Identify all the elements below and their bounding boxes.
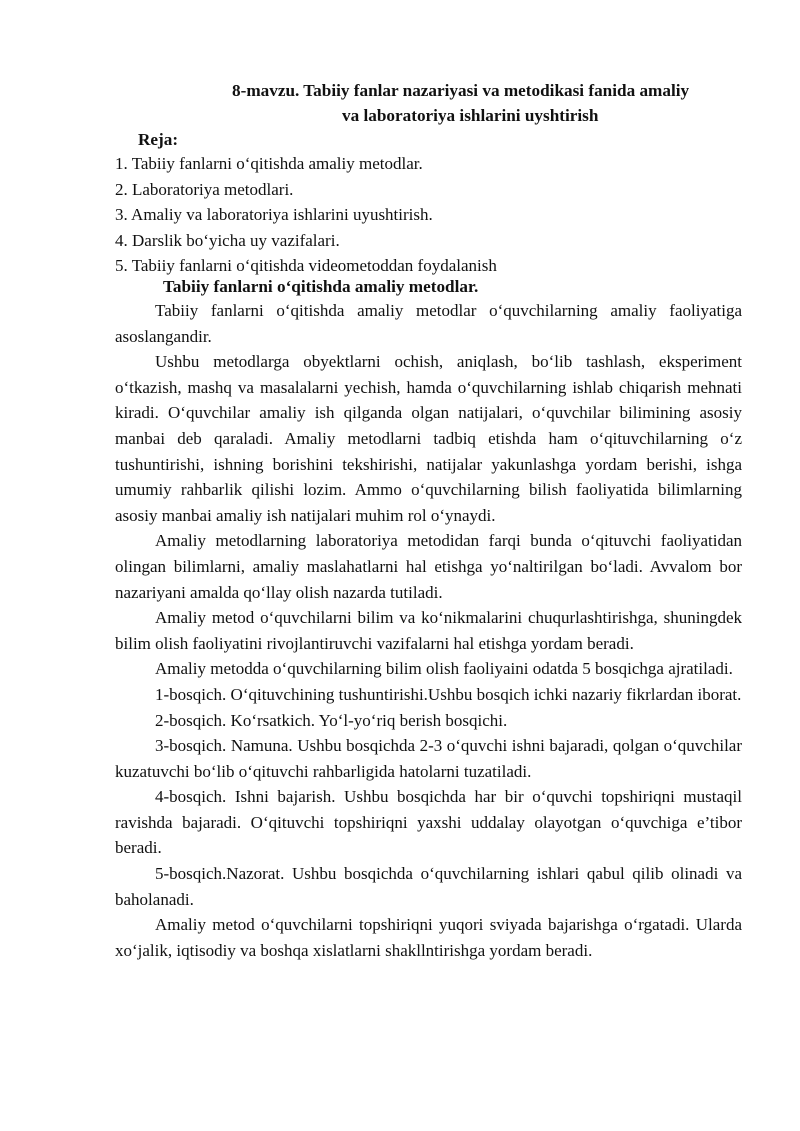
body-paragraph: 4-bosqich. Ishni bajarish. Ushbu bosqichda har bir o‘quvchi topshiriqni mustaqil ravishda bajaradi. O‘qituvchi topshiriqni yaxshi uddalay olayotgan o‘quvchiga e’tibor beradi. — [115, 787, 742, 858]
page-title — [232, 78, 752, 128]
plan-heading: Reja: — [138, 130, 179, 149]
plan-item: 3. Amaliy va laboratoriya ishlarini uyushtirish. — [115, 205, 433, 224]
body-paragraph: Amaliy metod o‘quvchilarni topshiriqni yuqori sviyada bajarishga o‘rgatadi. Ularda xo‘jalik, iqtisodiy va boshqa xislatlarni shakllntirishga yordam beradi. — [115, 915, 742, 960]
section-body — [115, 298, 742, 963]
body-paragraph: Amaliy metodlarning laboratoriya metodidan farqi bunda o‘qituvchi faoliyatidan olingan bilimlarni, amaliy maslahatlarni hal etishga yo‘naltirilgan bo‘ladi. Avvalom bor nazariyani amalda qo‘llay olish nazarda tutiladi. — [115, 531, 742, 602]
body-paragraph: 5-bosqich.Nazorat. Ushbu bosqichda o‘quvchilarning ishlari qabul qilib olinadi va baholanadi. — [115, 864, 742, 909]
plan-item: 4. Darslik bo‘yicha uy vazifalari. — [115, 230, 340, 250]
plan-item: 1. Tabiiy fanlarni o‘qitishda amaliy metodlar. — [115, 154, 423, 173]
body-paragraph: 2-bosqich. Ko‘rsatkich. Yo‘l-yo‘riq berish bosqichi. — [155, 710, 508, 730]
body-paragraph: Tabiiy fanlarni o‘qitishda amaliy metodlar o‘quvchilarning amaliy faoliyatiga asoslangandir. — [115, 301, 742, 346]
body-paragraph: 3-bosqich. Namuna. Ushbu bosqichda 2-3 o‘quvchi ishni bajaradi, qolgan o‘quvchilar kuzatuvchi bo‘lib o‘qituvchi rahbarligida hatolarni tuzatiladi. — [115, 736, 742, 781]
plan-item: 2. Laboratoriya metodlari. — [115, 179, 294, 199]
body-paragraph: 1-bosqich. O‘qituvchining tushuntirishi.Ushbu bosqich ichki nazariy fikrlardan iborat. — [155, 684, 742, 704]
plan-item: 5. Tabiiy fanlarni o‘qitishda videometoddan foydalanish — [115, 256, 497, 275]
section-title: Tabiiy fanlarni o‘qitishda amaliy metodlar. — [163, 277, 479, 296]
plan-list — [115, 151, 497, 279]
body-paragraph: Amaliy metod o‘quvchilarni bilim va ko‘nikmalarini chuqurlashtirishga, shuningdek bilim olish faoliyatini rivojlantiruvchi vazifalarni hal etishga yordam beradi. — [115, 608, 742, 653]
title-line-2: va laboratoriya ishlarini uyshtirish — [342, 106, 599, 125]
title-line-1: 8-mavzu. Tabiiy fanlar nazariyasi va metodikasi fanida amaliy — [232, 81, 690, 100]
body-paragraph: Amaliy metodda o‘quvchilarning bilim olish faoliyaini odatda 5 bosqichga ajratiladi. — [155, 659, 733, 679]
body-paragraph: Ushbu metodlarga obyektlarni ochish, aniqlash, bo‘lib tashlash, eksperiment o‘tkazish, mashq va masalalarni yechish, hamda o‘quvchilarning ishlab chiqarish mehnati kiradi. O‘quvchilar amaliy ish qilganda olgan natijalari, o‘quvchilar bilimining asosiy manbai deb qaraladi. Amaliy metodlarni tadbiq etishda ham o‘qituvchilarning o‘z tushuntirishi, ishning borishini tekshirishi, natijalar yakunlashga yordam berishi, ishga umumiy rahbarlik qilishi lozim. Ammo o‘quvchilarning bilish faoliyatida bilimlarning asosiy manbai amaliy ish natijalari muhim rol o‘ynaydi. — [115, 352, 742, 525]
